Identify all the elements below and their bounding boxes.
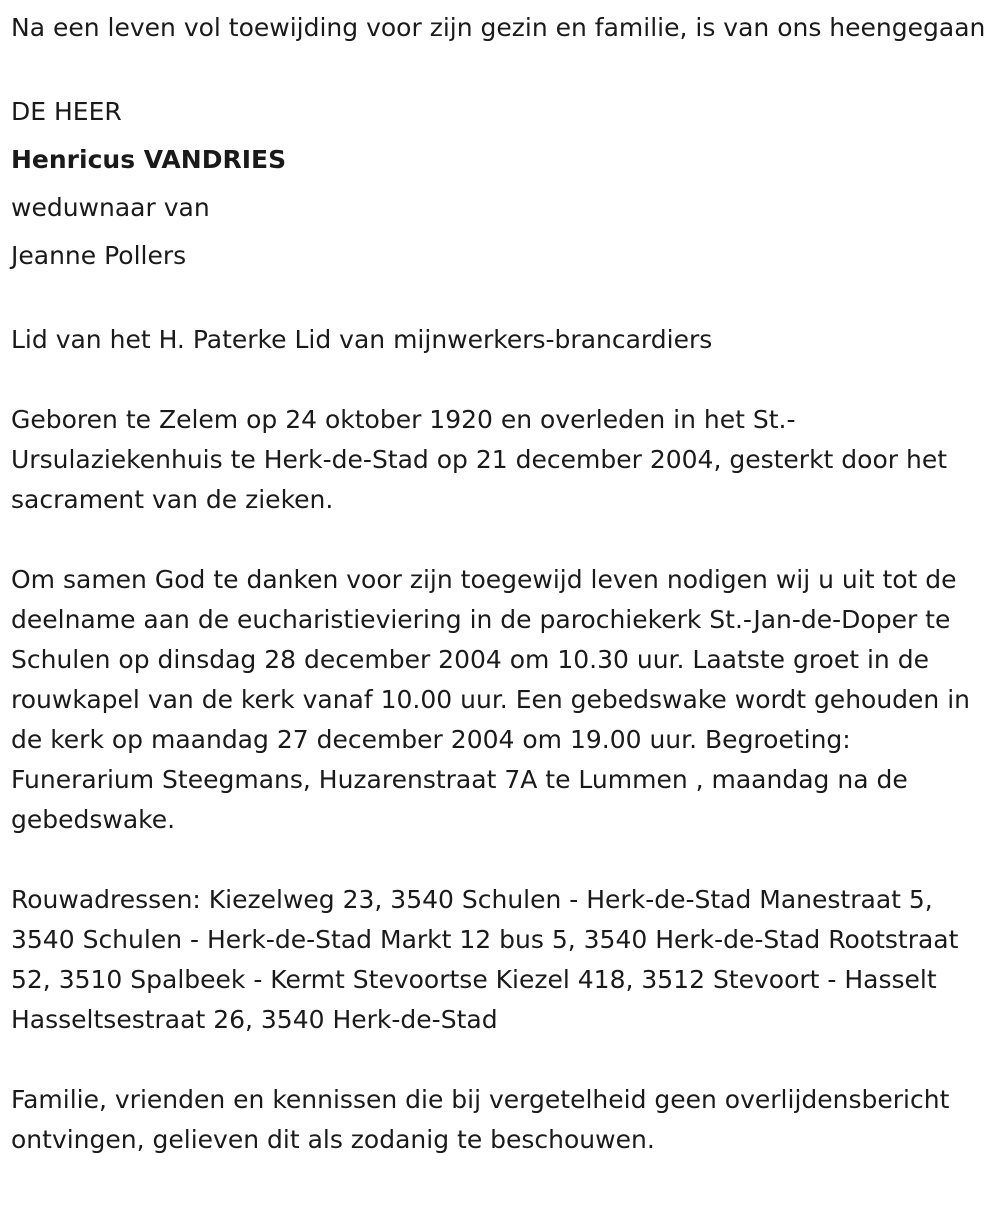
addresses-text: Rouwadressen: Kiezelweg 23, 3540 Schulen - Herk-de-Stad Manestraat 5, 3540 Schulen - Herk-de-Stad Markt 12 bus 5, 3540 Herk-de-Stad Rootstraat 52, 3510 Spalbeek - Kermt Stevoortse Kiezel 418, 3512 Stevoort - Hasselt Hasseltsestraat 26, 3540 Herk-de-Stad bbox=[11, 885, 959, 1034]
spouse-name: Jeanne Pollers bbox=[11, 241, 187, 270]
birth-death-text: Geboren te Zelem op 24 oktober 1920 en overleden in het St.-Ursulaziekenhuis te Herk-de-Stad op 21 december 2004, gesterkt door het sacrament van de zieken. bbox=[11, 405, 948, 514]
intro-text: Na een leven vol toewijding voor zijn gezin en familie, is van ons heengegaan bbox=[11, 13, 986, 42]
closing-text: Familie, vrienden en kennissen die bij vergetelheid geen overlijdensbericht ontvingen, gelieven dit als zodanig te beschouwen. bbox=[11, 1085, 950, 1154]
deceased-name: Henricus VANDRIES bbox=[11, 145, 287, 174]
memberships-text: Lid van het H. Paterke Lid van mijnwerkers-brancardiers bbox=[11, 325, 713, 354]
obituary-document bbox=[11, 8, 991, 1160]
relation-text: weduwnaar van bbox=[11, 193, 210, 222]
ceremony-text: Om samen God te danken voor zijn toegewijd leven nodigen wij u uit tot de deelname aan de eucharistieviering in de parochiekerk St.-Jan-de-Doper te Schulen op dinsdag 28 december 2004 om 10.30 uur. Laatste groet in de rouwkapel van de kerk vanaf 10.00 uur. Een gebedswake wordt gehouden in de kerk op maandag 27 december 2004 om 19.00 uur. Begroeting: Funerarium Steegmans, Huzarenstraat 7A te Lummen , maandag na de gebedswake. bbox=[11, 565, 971, 834]
title-prefix: DE HEER bbox=[11, 97, 122, 126]
